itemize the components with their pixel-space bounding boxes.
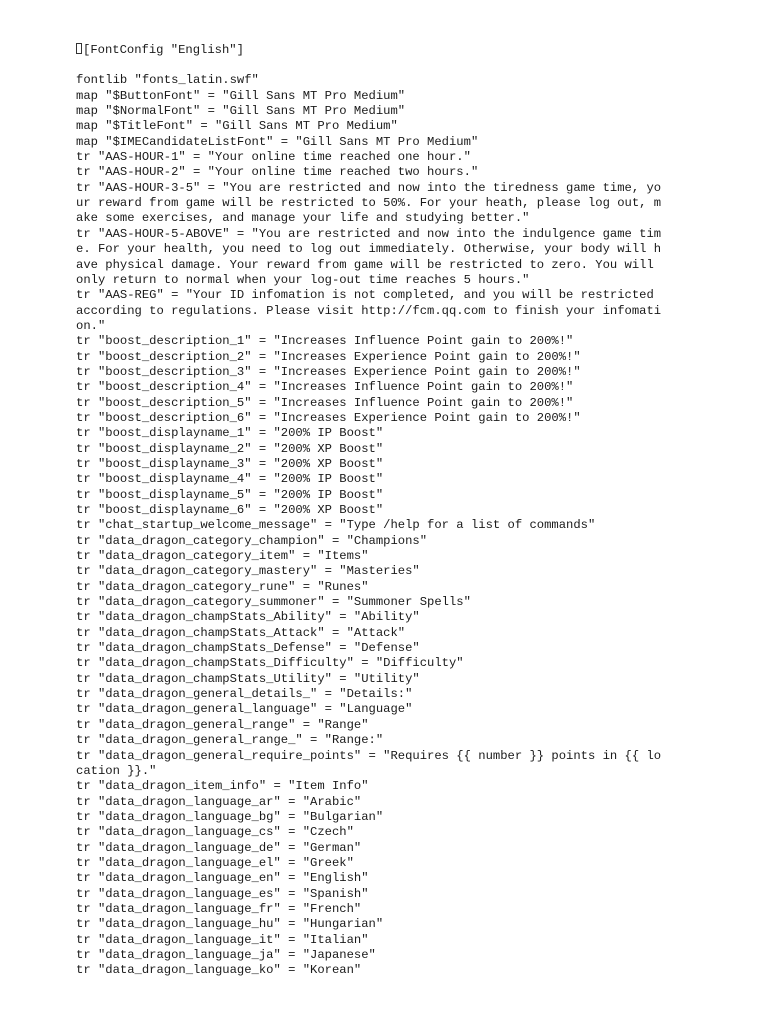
document-line: only return to normal when your log-out time reaches 5 hours." (76, 272, 530, 287)
config-text-document (76, 12, 676, 979)
document-line: tr "AAS-REG" = "Your ID infomation is not completed, and you will be restricted (76, 288, 654, 303)
document-line: tr "boost_displayname_5" = "200% IP Boost" (76, 487, 384, 502)
document-line: e. For your health, you need to log out immediately. Otherwise, your body will h (76, 242, 662, 257)
document-line: tr "data_dragon_champStats_Attack" = "Attack" (76, 625, 406, 640)
document-line: tr "boost_description_2" = "Increases Experience Point gain to 200%!" (76, 349, 581, 364)
document-line: tr "AAS-HOUR-5-ABOVE" = "You are restricted and now into the indulgence game tim (76, 226, 662, 241)
document-line: tr "data_dragon_champStats_Utility" = "Utility" (76, 671, 420, 686)
missing-glyph-icon (76, 43, 82, 54)
document-line: tr "data_dragon_language_ar" = "Arabic" (76, 794, 362, 809)
document-line: tr "boost_displayname_3" = "200% XP Boost" (76, 456, 384, 471)
document-line: tr "data_dragon_language_fr" = "French" (76, 901, 362, 916)
document-line: tr "data_dragon_category_rune" = "Runes" (76, 579, 369, 594)
document-line: tr "data_dragon_champStats_Difficulty" = "Difficulty" (76, 656, 464, 671)
document-line: tr "boost_description_1" = "Increases Influence Point gain to 200%!" (76, 334, 574, 349)
document-line: tr "data_dragon_language_ko" = "Korean" (76, 963, 362, 978)
document-line: map "$IMECandidateListFont" = "Gill Sans MT Pro Medium" (76, 134, 479, 149)
document-line: tr "data_dragon_language_de" = "German" (76, 840, 362, 855)
document-line: tr "data_dragon_champStats_Ability" = "Ability" (76, 610, 420, 625)
document-line: tr "data_dragon_language_cs" = "Czech" (76, 825, 354, 840)
document-line: tr "boost_displayname_2" = "200% XP Boost" (76, 441, 384, 456)
document-line: tr "data_dragon_item_info" = "Item Info" (76, 779, 369, 794)
document-line: ave physical damage. Your reward from game will be restricted to zero. You will (76, 257, 654, 272)
document-line: tr "boost_displayname_6" = "200% XP Boost" (76, 503, 384, 517)
document-line: tr "data_dragon_general_language" = "Language" (76, 702, 413, 717)
document-line: tr "boost_description_6" = "Increases Experience Point gain to 200%!" (76, 410, 581, 425)
document-line: tr "data_dragon_champStats_Defense" = "Defense" (76, 641, 420, 656)
document-line: tr "boost_displayname_1" = "200% IP Boost" (76, 426, 384, 441)
document-line: tr "data_dragon_general_range_" = "Range:" (76, 733, 384, 748)
document-line: tr "data_dragon_category_item" = "Items" (76, 549, 369, 564)
document-line: map "$NormalFont" = "Gill Sans MT Pro Medium" (76, 104, 406, 119)
document-line: tr "boost_description_3" = "Increases Experience Point gain to 200%!" (76, 364, 581, 379)
document-line: map "$ButtonFont" = "Gill Sans MT Pro Medium" (76, 88, 406, 103)
document-line: tr "data_dragon_language_hu" = "Hungarian" (76, 917, 384, 932)
document-line: tr "data_dragon_language_bg" = "Bulgarian" (76, 809, 384, 824)
document-line: cation }}." (76, 763, 157, 778)
document-line: on." (76, 318, 106, 333)
document-line: tr "data_dragon_general_require_points" = "Requires {{ number }} points in {{ lo (76, 748, 662, 763)
document-line (76, 43, 676, 58)
document-line: tr "data_dragon_general_range" = "Range" (76, 717, 369, 732)
document-line: tr "AAS-HOUR-2" = "Your online time reached two hours." (76, 165, 479, 180)
document-line: tr "data_dragon_language_es" = "Spanish" (76, 886, 369, 901)
document-line: map "$TitleFont" = "Gill Sans MT Pro Medium" (76, 119, 398, 134)
document-line: tr "data_dragon_language_it" = "Italian" (76, 932, 369, 947)
document-line: tr "boost_description_4" = "Increases Influence Point gain to 200%!" (76, 380, 574, 395)
document-line: fontlib "fonts_latin.swf" (76, 73, 259, 88)
document-line: tr "AAS-HOUR-1" = "Your online time reached one hour." (76, 150, 471, 165)
document-line: tr "data_dragon_category_summoner" = "Summoner Spells" (76, 595, 471, 610)
document-line: tr "data_dragon_language_el" = "Greek" (76, 855, 354, 870)
document-line: tr "AAS-HOUR-3-5" = "You are restricted and now into the tiredness game time, yo (76, 180, 662, 195)
document-line: according to regulations. Please visit http://fcm.qq.com to finish your infomati (76, 303, 662, 318)
document-line: tr "chat_startup_welcome_message" = "Type /help for a list of commands" (76, 518, 596, 533)
document-line: ake some exercises, and manage your life and studying better." (76, 211, 530, 226)
document-line: tr "data_dragon_general_details_" = "Details:" (76, 687, 413, 702)
document-line: tr "boost_description_5" = "Increases Influence Point gain to 200%!" (76, 395, 574, 410)
document-line: tr "data_dragon_language_ja" = "Japanese" (76, 947, 376, 962)
document-line: tr "data_dragon_category_champion" = "Champions" (76, 533, 428, 548)
document-first-line: [FontConfig "English"] (83, 42, 244, 57)
document-line: tr "data_dragon_language_en" = "English" (76, 871, 369, 886)
document-line: tr "data_dragon_category_mastery" = "Masteries" (76, 564, 420, 579)
document-line: ur reward from game will be restricted to 50%. For your heath, please log out, m (76, 196, 662, 211)
document-line: tr "boost_displayname_4" = "200% IP Boost" (76, 472, 384, 487)
